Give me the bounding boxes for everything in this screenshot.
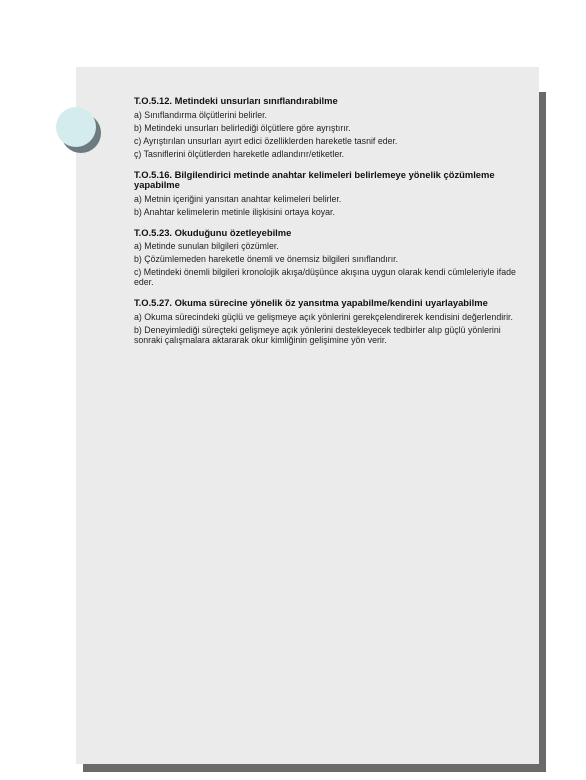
outcome-item: b) Anahtar kelimelerin metinle ilişkisini ortaya koyar.: [134, 206, 335, 217]
outcome-title: T.O.5.23. Okuduğunu özetleyebilme: [134, 226, 292, 238]
outcomes-list: [134, 96, 519, 356]
outcome-title: T.O.5.27. Okuma sürecine yönelik öz yansıtma yapabilme/kendini uyarlayabilme: [134, 297, 488, 308]
outcome-item: a) Metnin içeriğini yansıtan anahtar kelimeleri belirler.: [134, 193, 342, 204]
outcome-item: b) Çözümlemeden hareketle önemli ve önemsiz bilgileri sınıflandırır.: [134, 254, 399, 264]
outcome-item: c) Ayrıştırılan unsurları ayırt edici özelliklerden hareketle tasnif eder.: [134, 135, 398, 146]
outcome-title: T.O.5.12. Metindeki unsurları sınıflandırabilme: [134, 95, 338, 106]
outcome-section: [134, 298, 519, 345]
outcome-item: a) Metinde sunulan bilgileri çözümler.: [134, 241, 279, 251]
bubble-decoration: [56, 107, 96, 147]
outcome-item: a) Sınıflandırma ölçütlerini belirler.: [134, 109, 267, 120]
outcome-item: b) Deneyimlediği süreçteki gelişmeye açık yönlerini destekleyecek tedbirler alıp güçlü yönlerini sonraki çalışmalara aktararak okur kimliğinin gelişimine yön verir.: [134, 324, 501, 345]
outcome-item: a) Okuma sürecindeki güçlü ve gelişmeye açık yönlerini gerekçelendirerek kendisini değerlendirir.: [134, 311, 513, 322]
outcome-item: b) Metindeki unsurları belirlediği ölçütlere göre ayrıştırır.: [134, 122, 351, 133]
outcome-section: [134, 96, 519, 159]
outcome-section: [134, 170, 519, 217]
outcome-item: c) Metindeki önemli bilgileri kronolojik akışa/düşünce akışına uygun olarak kendi cümleleriyle ifade eder.: [134, 267, 516, 287]
outcome-item: ç) Tasniflerini ölçütlerden hareketle adlandırır/etiketler.: [134, 148, 345, 159]
outcome-section: [134, 228, 519, 288]
outcome-title: T.O.5.16. Bilgilendirici metinde anahtar kelimeleri belirlemeye yönelik çözümleme yapabilme: [134, 168, 495, 190]
